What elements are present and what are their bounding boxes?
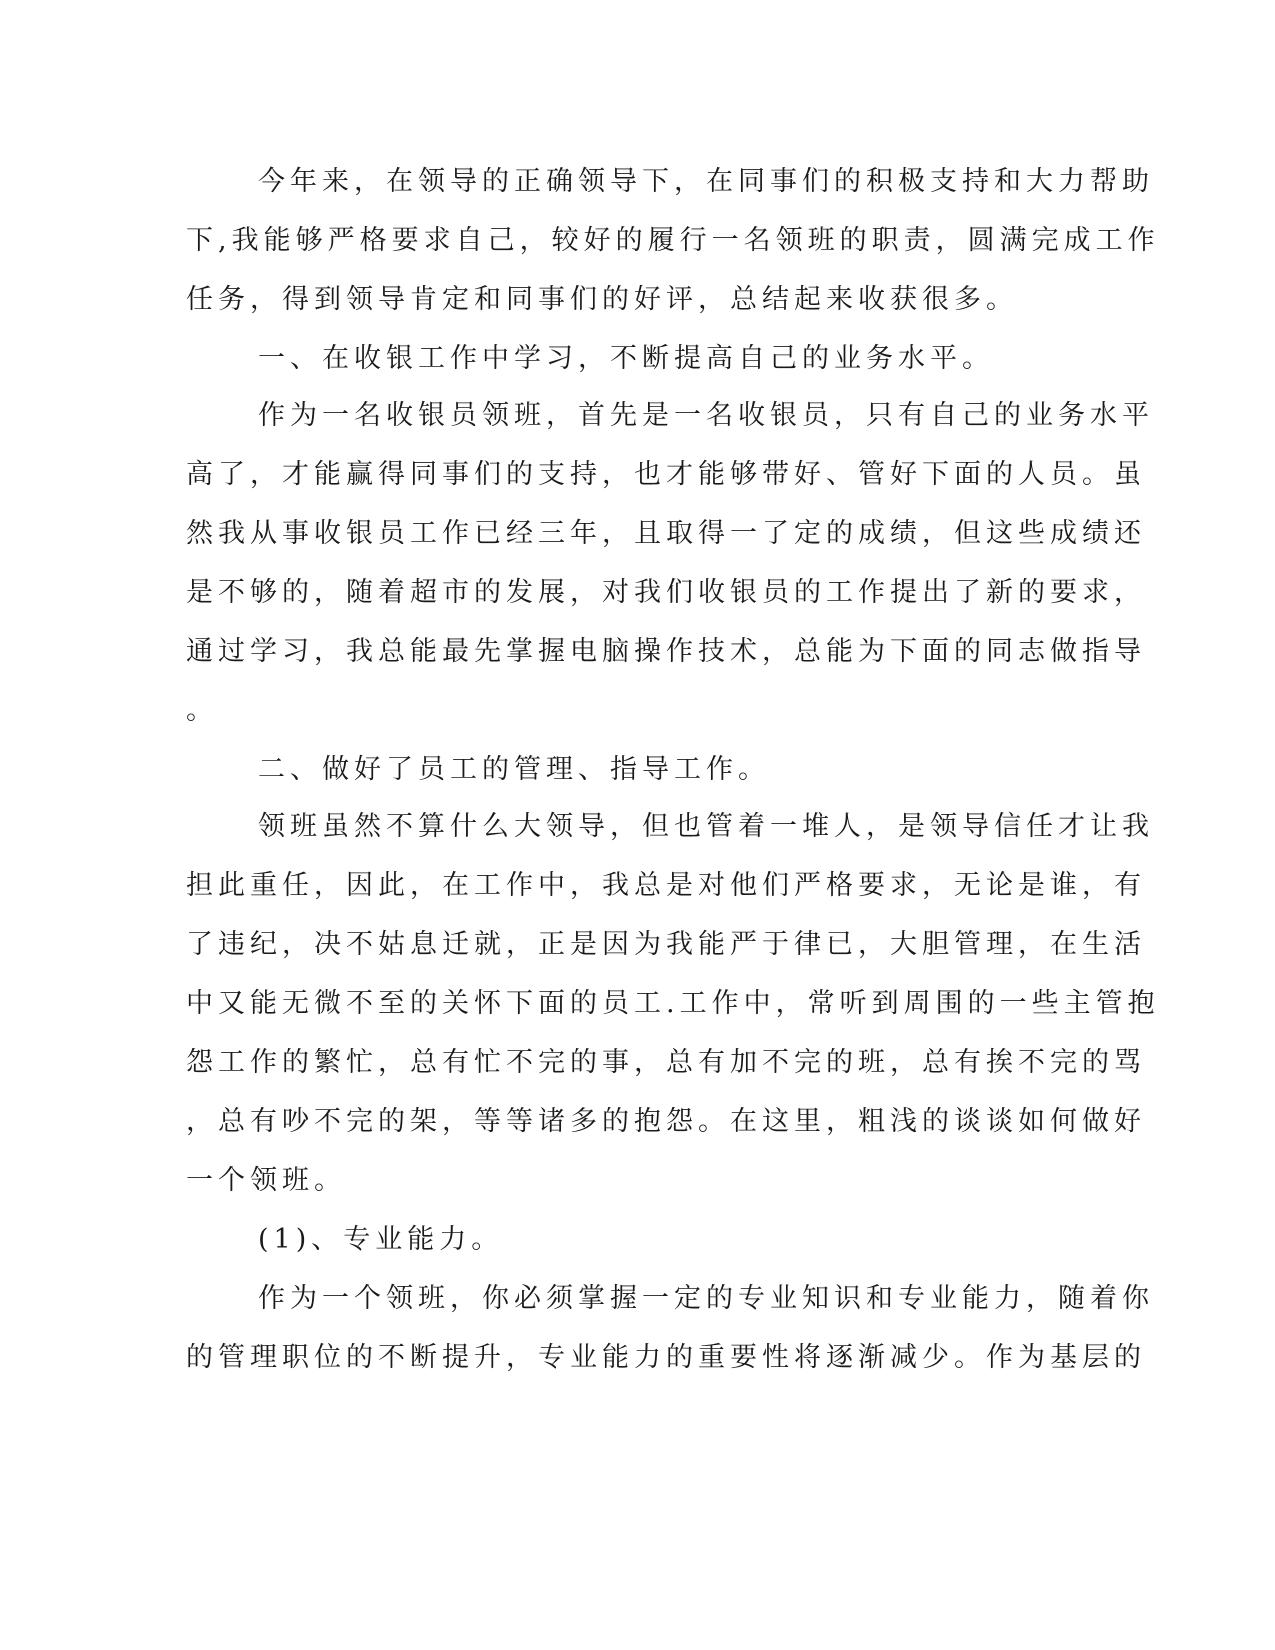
text-line: 是不够的，随着超市的发展，对我们收银员的工作提出了新的要求， [186, 577, 1146, 608]
section-heading: 二、做好了员工的管理、指导工作。 [258, 754, 770, 785]
text-line: 下,我能够严格要求自己，较好的履行一名领班的职责，圆满完成工作 [186, 225, 1160, 256]
sub-heading: (1)、专业能力。 [258, 1224, 504, 1255]
text-line: 作为一个领班，你必须掌握一定的专业知识和专业能力，随着你 [258, 1283, 1154, 1314]
text-line: 。 [186, 695, 218, 726]
text-line: 中又能无微不至的关怀下面的员工.工作中，常听到周围的一些主管抱 [186, 988, 1160, 1019]
text-line: 任务，得到领导肯定和同事们的好评，总结起来收获很多。 [186, 284, 1018, 315]
section-heading: 一、在收银工作中学习，不断提高自己的业务水平。 [258, 343, 994, 374]
text-line: 通过学习，我总能最先掌握电脑操作技术，总能为下面的同志做指导 [186, 636, 1146, 667]
text-line: 领班虽然不算什么大领导，但也管着一堆人，是领导信任才让我 [258, 811, 1154, 842]
text-line: 然我从事收银员工作已经三年，且取得一了定的成绩，但这些成绩还 [186, 518, 1146, 549]
text-line: 怨工作的繁忙，总有忙不完的事，总有加不完的班，总有挨不完的骂 [186, 1047, 1146, 1078]
text-line: 担此重任，因此，在工作中，我总是对他们严格要求，无论是谁，有 [186, 870, 1146, 901]
text-line: 了违纪，决不姑息迁就，正是因为我能严于律已，大胆管理，在生活 [186, 929, 1146, 960]
text-line: 今年来，在领导的正确领导下，在同事们的积极支持和大力帮助 [258, 166, 1154, 197]
text-line: 作为一名收银员领班，首先是一名收银员，只有自己的业务水平 [258, 400, 1154, 431]
text-line: 高了，才能赢得同事们的支持，也才能够带好、管好下面的人员。虽 [186, 459, 1146, 490]
text-line: 的管理职位的不断提升，专业能力的重要性将逐渐减少。作为基层的 [186, 1342, 1146, 1373]
text-line: 一个领班。 [186, 1165, 346, 1196]
text-line: ，总有吵不完的架，等等诸多的抱怨。在这里，粗浅的谈谈如何做好 [186, 1106, 1146, 1137]
